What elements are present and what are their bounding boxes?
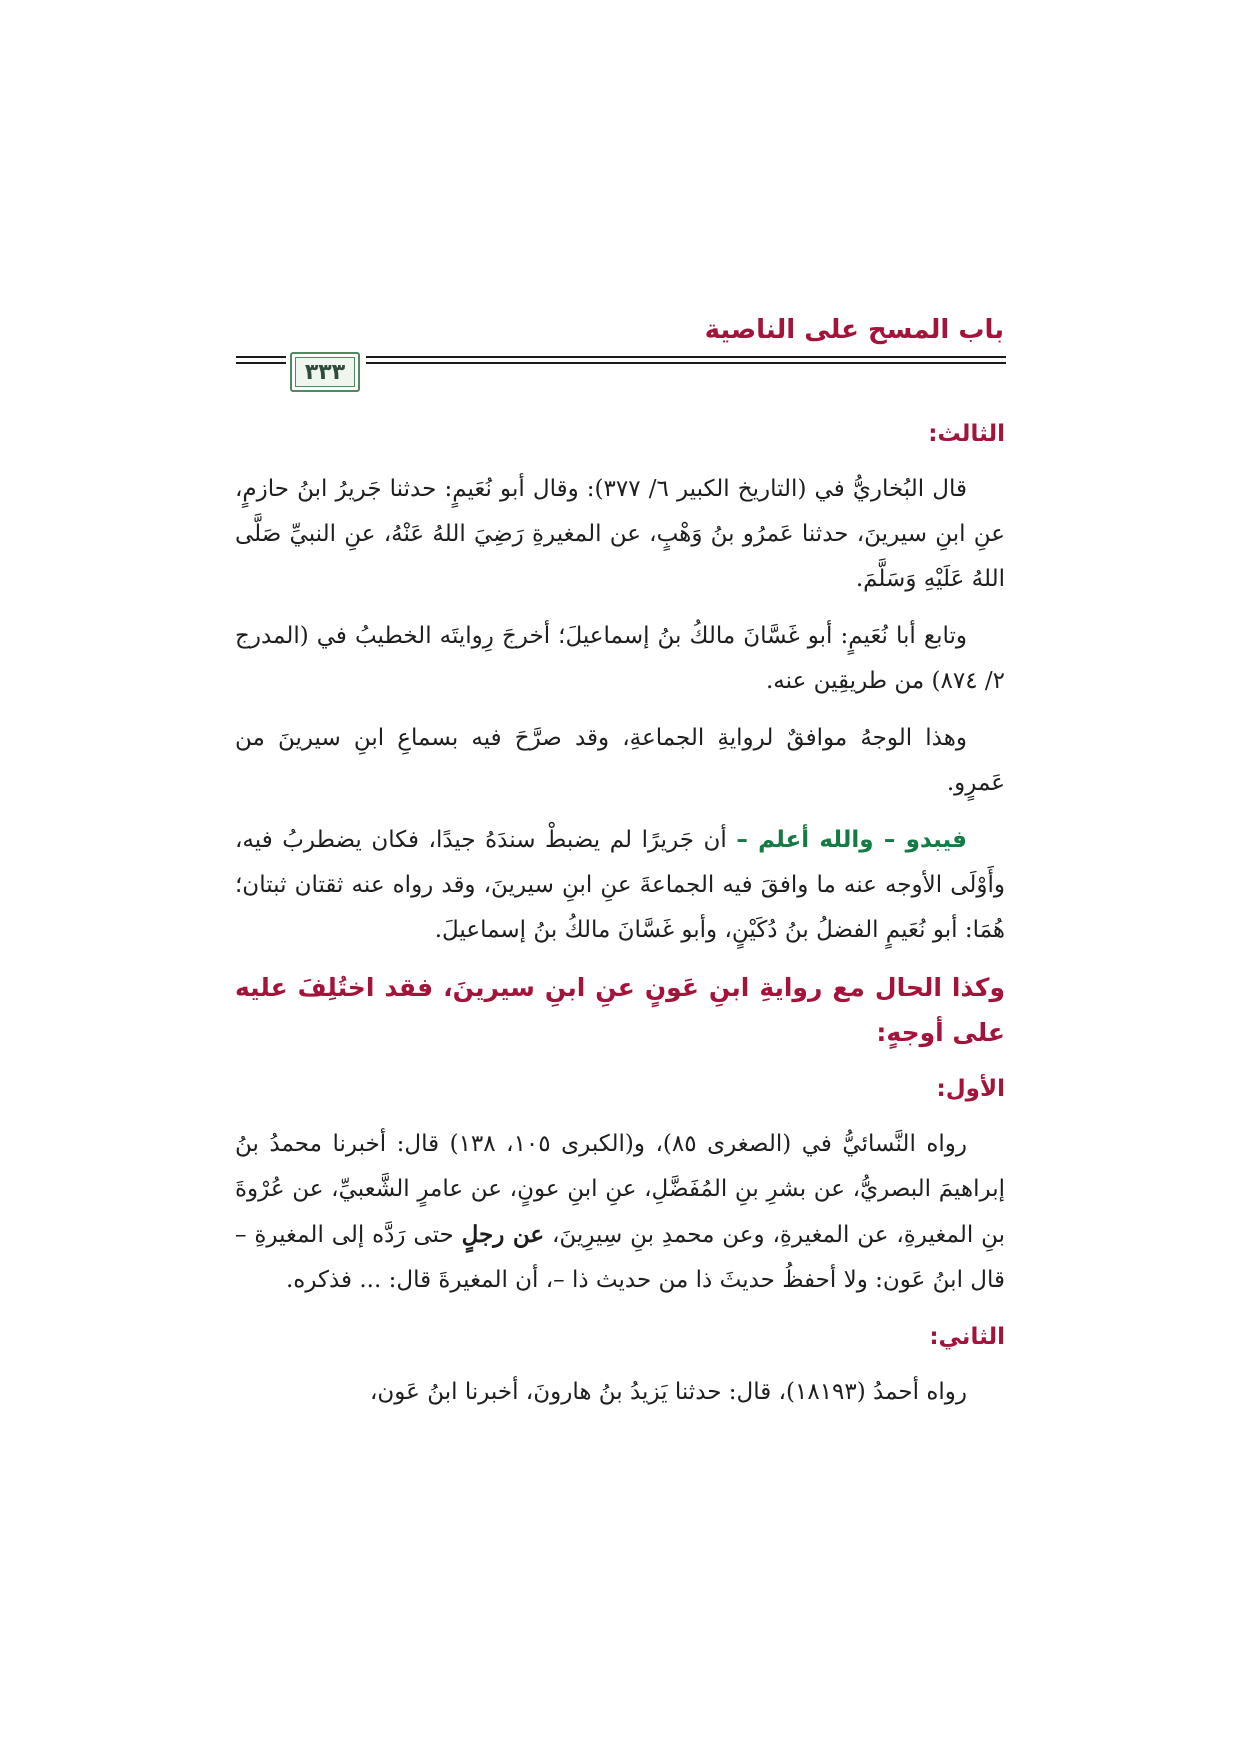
paragraph-conclusion-text: أن جَريرًا لم يضبطْ سندَهُ جيدًا، فكان يضطربُ فيه، وأَوْلَى الأوجه عنه ما وافقَ فيه الجماعةَ عنِ ابنِ سيرينَ، وقد رواه عنه ثقتان ثبتان؛ هُمَا: أبو نُعَيمٍ الفضلُ بنُ دُكَيْنٍ، وأبو غَسَّانَ مالكُ بنُ إسماعيلَ. [235, 827, 1005, 943]
page-header [0, 0, 1240, 400]
heading-third: الثالث: [928, 421, 1005, 447]
bold-an-rajul: عن رجلٍ [461, 1221, 545, 1248]
page-number-badge [290, 352, 360, 392]
highlight-lead: فيبدو – والله أعلم – [736, 827, 967, 853]
page-body [235, 400, 1005, 1427]
paragraph-bukhari: قال البُخاريُّ في (التاريخ الكبير ٦/ ٣٧٧): وقال أبو نُعَيمٍ: حدثنا جَريرُ ابنُ حازمٍ، عنِ ابنِ سيرينَ، حدثنا عَمرُو بنُ وَهْبٍ، عن المغيرةِ رَضِيَ اللهُ عَنْهُ، عنِ النبيِّ صَلَّى اللهُ عَلَيْهِ وَسَلَّمَ. [235, 476, 1005, 592]
header-rule-left-bottom [236, 362, 286, 364]
heading-second: الثاني: [929, 1324, 1005, 1350]
paragraph-nasai [235, 1122, 1005, 1303]
paragraph-ahmad: رواه أحمدُ (١٨١٩٣)، قال: حدثنا يَزيدُ بنُ هارونَ، أخبرنا ابنُ عَون، [369, 1379, 967, 1405]
paragraph-wajh: وهذا الوجهُ موافقٌ لروايةِ الجماعةِ، وقد صرَّحَ فيه بسماعِ ابنِ سيرينَ من عَمرٍو. [235, 725, 1005, 796]
header-rule-top [366, 356, 1006, 358]
header-rule-left-top [236, 356, 286, 358]
paragraph-mutaba: وتابع أبا نُعَيمٍ: أبو غَسَّانَ مالكُ بنُ إسماعيلَ؛ أخرجَ رِوايتَه الخطيبُ في (المدرج ٢/ ٨٧٤) من طريقِين عنه. [235, 623, 1005, 694]
page-number: ٣٣٣ [304, 359, 346, 385]
header-rule-bottom [366, 362, 1006, 364]
heading-ibn-awn: وكذا الحال مع روايةِ ابنِ عَونٍ عنِ ابنِ سيرينَ، فقد اختُلِفَ عليه على أوجهٍ: [235, 973, 1005, 1047]
heading-first: الأول: [936, 1076, 1005, 1102]
paragraph-conclusion [235, 818, 1005, 953]
running-title: باب المسح على الناصية [704, 315, 1004, 345]
paragraph-nasai-part2: حتى رَدَّه إلى المغيرةِ – قال ابنُ عَون: ولا أحفظُ حديثَ ذا من حديث ذا –، أن المغيرةَ قال: ... فذكره. [235, 1222, 1005, 1293]
paragraph-nasai-part1: رواه النَّسائيُّ في (الصغرى ٨٥)، و(الكبرى ١٠٥، ١٣٨) قال: أخبرنا محمدُ بنُ إبراهيمَ البصريُّ، عن بشرِ بنِ المُفَضَّلِ، عنِ ابنِ عونٍ، عن عامرٍ الشَّعبيِّ، عن عُرْوةَ بنِ المغيرةِ، عن المغيرةِ، وعن محمدِ بنِ سِيرِينَ، [235, 1131, 1006, 1248]
